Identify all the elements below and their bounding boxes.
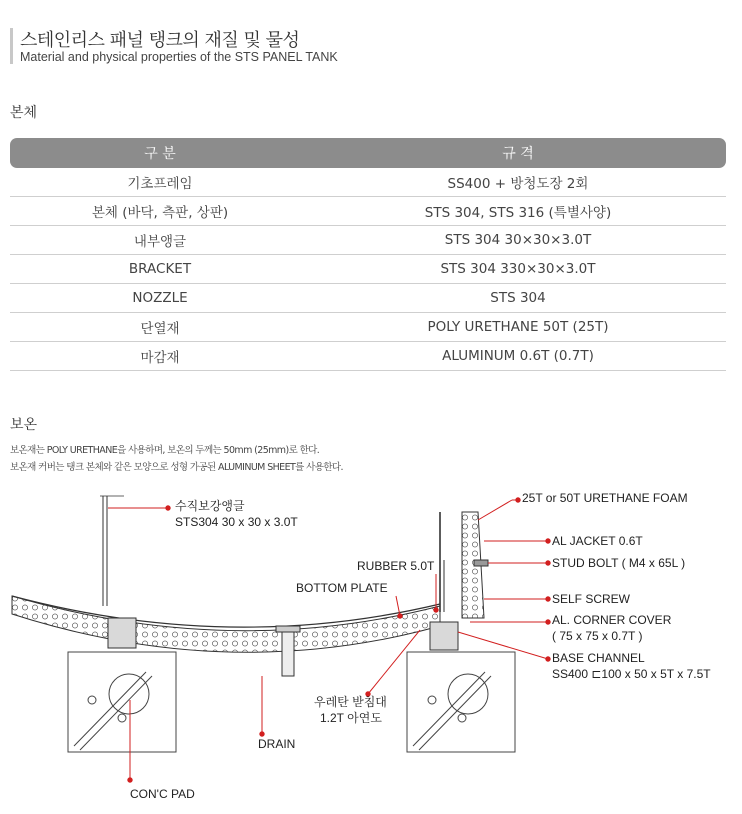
stud-bolt-label: STUD BOLT ( M4 x 65L )	[552, 556, 686, 570]
page-subtitle: Material and physical properties of the STS PANEL TANK	[20, 50, 338, 64]
table-row	[10, 226, 726, 255]
vertical-angle-title: 수직보강앵글	[175, 499, 245, 513]
row-spec: STS 304	[310, 284, 726, 313]
base-channel-label: BASE CHANNEL	[552, 651, 645, 665]
bottom-insulation	[12, 596, 440, 652]
drain-label: DRAIN	[258, 737, 296, 751]
row-spec: SS400 + 방청도장 2회	[310, 168, 726, 197]
rubber-label: RUBBER 5.0T	[357, 559, 435, 573]
table-header-row	[10, 138, 726, 168]
row-category: 마감재	[10, 342, 310, 371]
column-header-category: 구 분	[10, 138, 310, 168]
insulation-section-label: 보온	[10, 417, 38, 433]
conc-pad-label: CON'C PAD	[130, 787, 195, 801]
body-section-label: 본체	[10, 105, 38, 121]
row-category: 내부앵글	[10, 226, 310, 255]
row-spec: STS 304 330×30×3.0T	[310, 255, 726, 284]
row-category: 기초프레임	[10, 168, 310, 197]
row-spec: POLY URETHANE 50T (25T)	[310, 313, 726, 342]
row-category: 단열재	[10, 313, 310, 342]
corner-cover-label: AL. CORNER COVER	[552, 613, 672, 627]
table-row	[10, 255, 726, 284]
self-screw-label: SELF SCREW	[552, 592, 631, 606]
table-row	[10, 313, 726, 342]
table-row	[10, 342, 726, 371]
urethane-foam-label: 25T or 50T URETHANE FOAM	[522, 491, 688, 505]
table-row	[10, 197, 726, 226]
urethane-pad-label: 우레탄 받침대	[314, 695, 387, 709]
column-header-spec: 규 격	[310, 138, 726, 168]
title-accent-bar	[10, 28, 13, 64]
bottom-plate-label: BOTTOM PLATE	[296, 581, 388, 595]
row-spec: STS 304 30×30×3.0T	[310, 226, 726, 255]
side-wall	[440, 512, 488, 618]
spec-table	[10, 138, 726, 371]
row-spec: STS 304, STS 316 (특별사양)	[310, 197, 726, 226]
row-spec: ALUMINUM 0.6T (0.7T)	[310, 342, 726, 371]
urethane-pad-spec: 1.2T 아연도	[320, 711, 382, 725]
insulation-note-line-2: 보온재 커버는 탱크 본체와 같은 모양으로 성형 가공된 ALUMINUM SHEET를 사용한다.	[10, 462, 343, 473]
table-row	[10, 168, 726, 197]
left-base-channel	[108, 618, 136, 648]
vertical-angle	[100, 496, 124, 606]
insulation-note-line-1: 보온재는 POLY URETHANE을 사용하며, 보온의 두께는 50mm (25mm)로 한다.	[10, 445, 320, 456]
page-title: 스테인리스 패널 탱크의 재질 및 물성	[20, 30, 300, 51]
left-concrete-pad	[68, 652, 176, 752]
table-row	[10, 284, 726, 313]
row-category: BRACKET	[10, 255, 310, 284]
base-channel-spec: SS400 ⊏100 x 50 x 5T x 7.5T	[552, 667, 711, 681]
corner-cover-spec: ( 75 x 75 x 0.7T )	[552, 629, 643, 643]
row-category: 본체 (바닥, 측판, 상판)	[10, 197, 310, 226]
row-category: NOZZLE	[10, 284, 310, 313]
al-jacket-label: AL JACKET 0.6T	[552, 534, 643, 548]
tank-section-diagram	[0, 480, 742, 810]
right-concrete-pad	[407, 652, 515, 752]
vertical-angle-spec: STS304 30 x 30 x 3.0T	[175, 515, 298, 529]
right-base-channel	[430, 622, 458, 650]
